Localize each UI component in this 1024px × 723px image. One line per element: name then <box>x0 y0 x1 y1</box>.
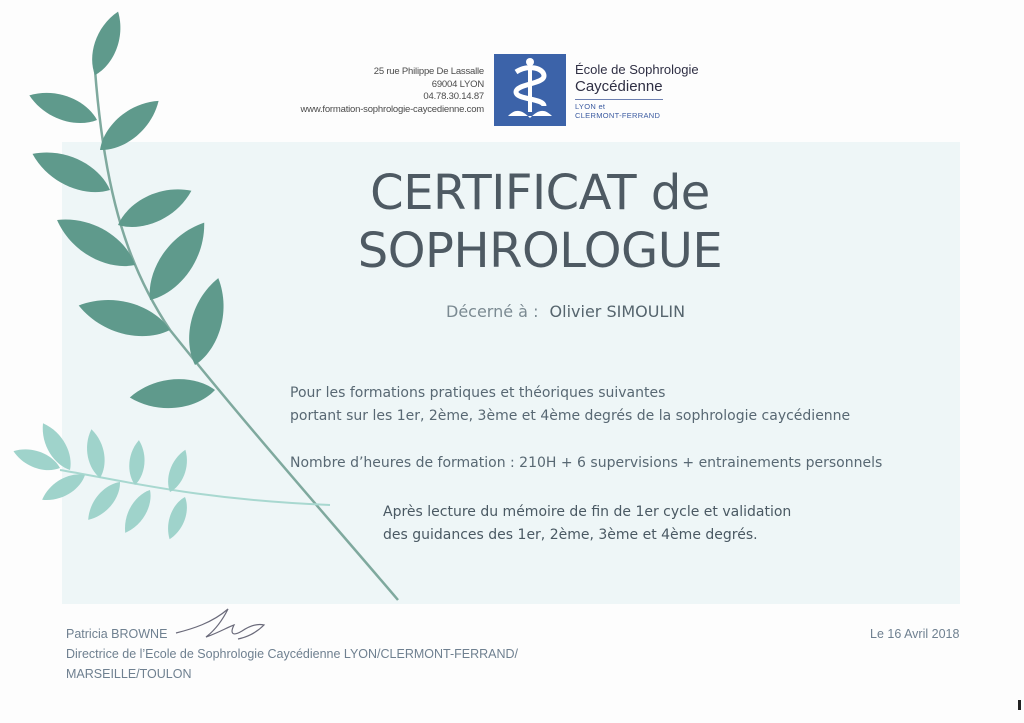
training-line1: Pour les formations pratiques et théoriques suivantes <box>290 385 666 401</box>
scan-mark <box>1018 700 1021 710</box>
validation-line1: Après lecture du mémoire de fin de 1er cycle et validation <box>383 504 792 520</box>
title-line1: CERTIFICAT de <box>370 165 710 221</box>
signatory-name: Patricia BROWNE <box>66 627 168 641</box>
certificate-title <box>280 164 800 280</box>
caduceus-logo-icon <box>494 54 566 126</box>
school-logo <box>494 54 566 126</box>
school-location-1: LYON et <box>575 102 606 111</box>
training-line2: portant sur les 1er, 2ème, 3ème et 4ème degrés de la sophrologie caycédienne <box>290 408 851 424</box>
title-line2: SOPHROLOGUE <box>357 223 723 279</box>
school-name <box>575 62 699 120</box>
signatory-block <box>66 624 518 684</box>
awarded-to <box>446 302 685 321</box>
school-name-line1: École de Sophrologie <box>575 62 699 77</box>
certificate-date: Le 16 Avril 2018 <box>870 627 960 641</box>
signatory-title-line1: Directrice de l’Ecole de Sophrologie Caycédienne LYON/CLERMONT-FERRAND/ <box>66 647 519 661</box>
school-name-line2: Caycédienne <box>575 78 663 95</box>
training-hours: Nombre d’heures de formation : 210H + 6 supervisions + entrainements personnels <box>290 455 883 471</box>
recipient-name: Olivier SIMOULIN <box>549 302 686 321</box>
school-location-2: CLERMONT-FERRAND <box>575 111 661 120</box>
address-city: 69004 LYON <box>431 78 484 90</box>
validation-text <box>383 501 791 547</box>
address-street: 25 rue Philippe De Lassalle <box>373 66 484 77</box>
training-description <box>290 382 850 428</box>
school-address <box>224 66 484 116</box>
address-phone: 04.78.30.14.87 <box>423 91 484 102</box>
address-website: www.formation-sophrologie-caycedienne.com <box>300 103 484 115</box>
awarded-label: Décerné à : <box>446 302 539 321</box>
signatory-title-line2: MARSEILLE/TOULON <box>66 667 192 681</box>
school-divider <box>575 99 663 100</box>
validation-line2: des guidances des 1er, 2ème, 3ème et 4ème degrés. <box>383 527 758 543</box>
